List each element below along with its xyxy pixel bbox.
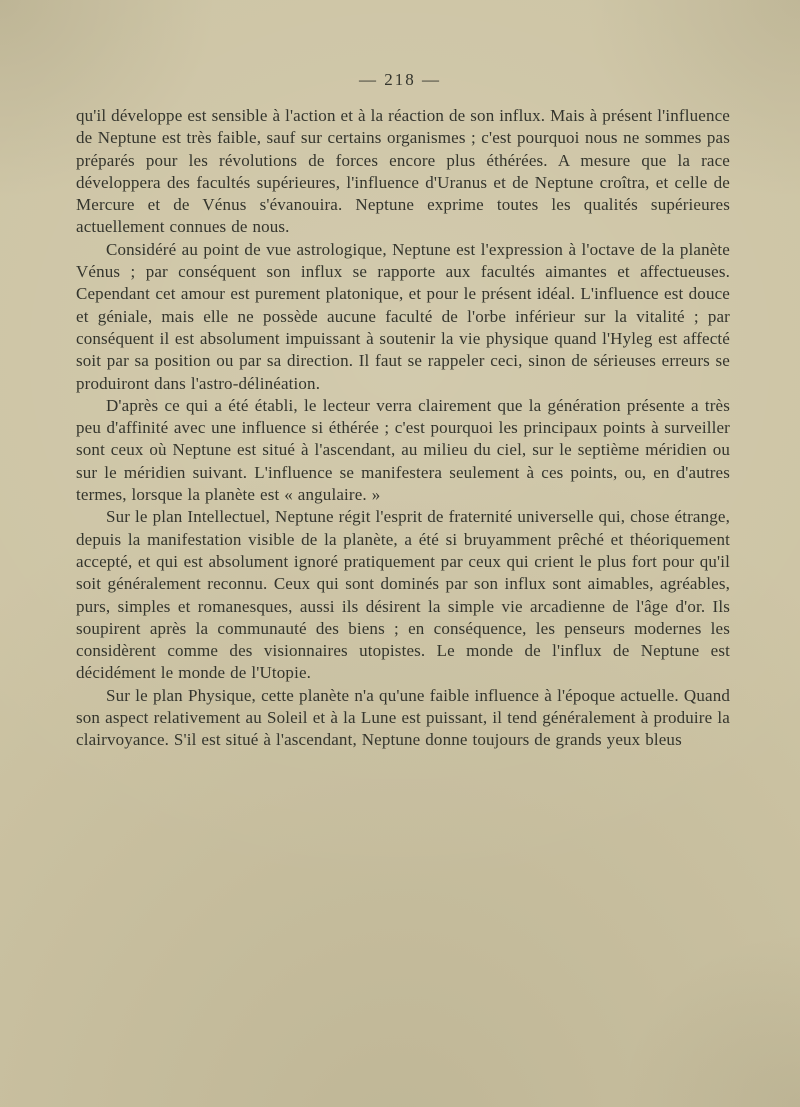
body-text: [76, 105, 730, 752]
paragraph: D'après ce qui a été établi, le lecteur verra clairement que la génération présente a très peu d'affinité avec une influence si éthérée ; c'est pourquoi les principaux points à surveiller sont ceux où Neptune est situé à l'ascendant, au milieu du ciel, sur le septième méridien ou sur le méridien suivant. L'influence se manifestera seulement à ces points, ou, en d'autres termes, lorsque la planète est « angulaire. »: [76, 395, 730, 505]
paragraph: Sur le plan Physique, cette planète n'a qu'une faible influence à l'époque actuelle. Quand son aspect relativement au Soleil et à la Lune est puissant, il tend généralement à produire la clairvoyance. S'il est situé à l'ascendant, Neptune donne toujours de grands yeux bleus: [76, 685, 730, 750]
paragraph: Considéré au point de vue astrologique, Neptune est l'expression à l'octave de la planète Vénus ; par conséquent son influx se rapporte aux facultés aimantes et affectueuses. Cependant cet amour est purement platonique, et pour le présent idéal. L'influence est douce et géniale, mais elle ne possède aucune faculté de l'orbe inférieur sur la vitalité ; par conséquent il est absolument impuissant à soutenir la vie physique quand l'Hyleg est affecté soit par sa position ou par sa direction. Il faut se rappeler ceci, sinon de sérieuses erreurs se produiront dans l'astro-délinéation.: [76, 239, 730, 393]
paragraph: qu'il développe est sensible à l'action et à la réaction de son influx. Mais à présent l'influence de Neptune est très faible, sauf sur certains organismes ; c'est pourquoi nous ne sommes pas préparés pour les révolutions de forces encore plus éthérées. A mesure que la race développera des facultés supérieures, l'influence d'Uranus et de Neptune croîtra, et celle de Mercure et de Vénus s'évanouira. Neptune exprime toutes les qualités supérieures actuellement connues de nous.: [76, 106, 730, 237]
page-number: — 218 —: [359, 70, 441, 89]
paragraph: Sur le plan Intellectuel, Neptune régit l'esprit de fraternité universelle qui, chose étrange, depuis la manifestation visible de la planète, a été si bruyamment prêché et théoriquement accepté, et qui est absolument ignoré pratiquement par ceux qui crient le plus fort pour qu'il soit généralement reconnu. Ceux qui sont dominés par son influx sont aimables, agréables, purs, simples et romanesques, aussi ils désirent la simple vie arcadienne de l'âge d'or. Ils soupirent après la communauté des biens ; en conséquence, les penseurs modernes les considèrent comme des visionnaires utopistes. Le monde de l'influx de Neptune est décidément le monde de l'Utopie.: [76, 507, 730, 683]
